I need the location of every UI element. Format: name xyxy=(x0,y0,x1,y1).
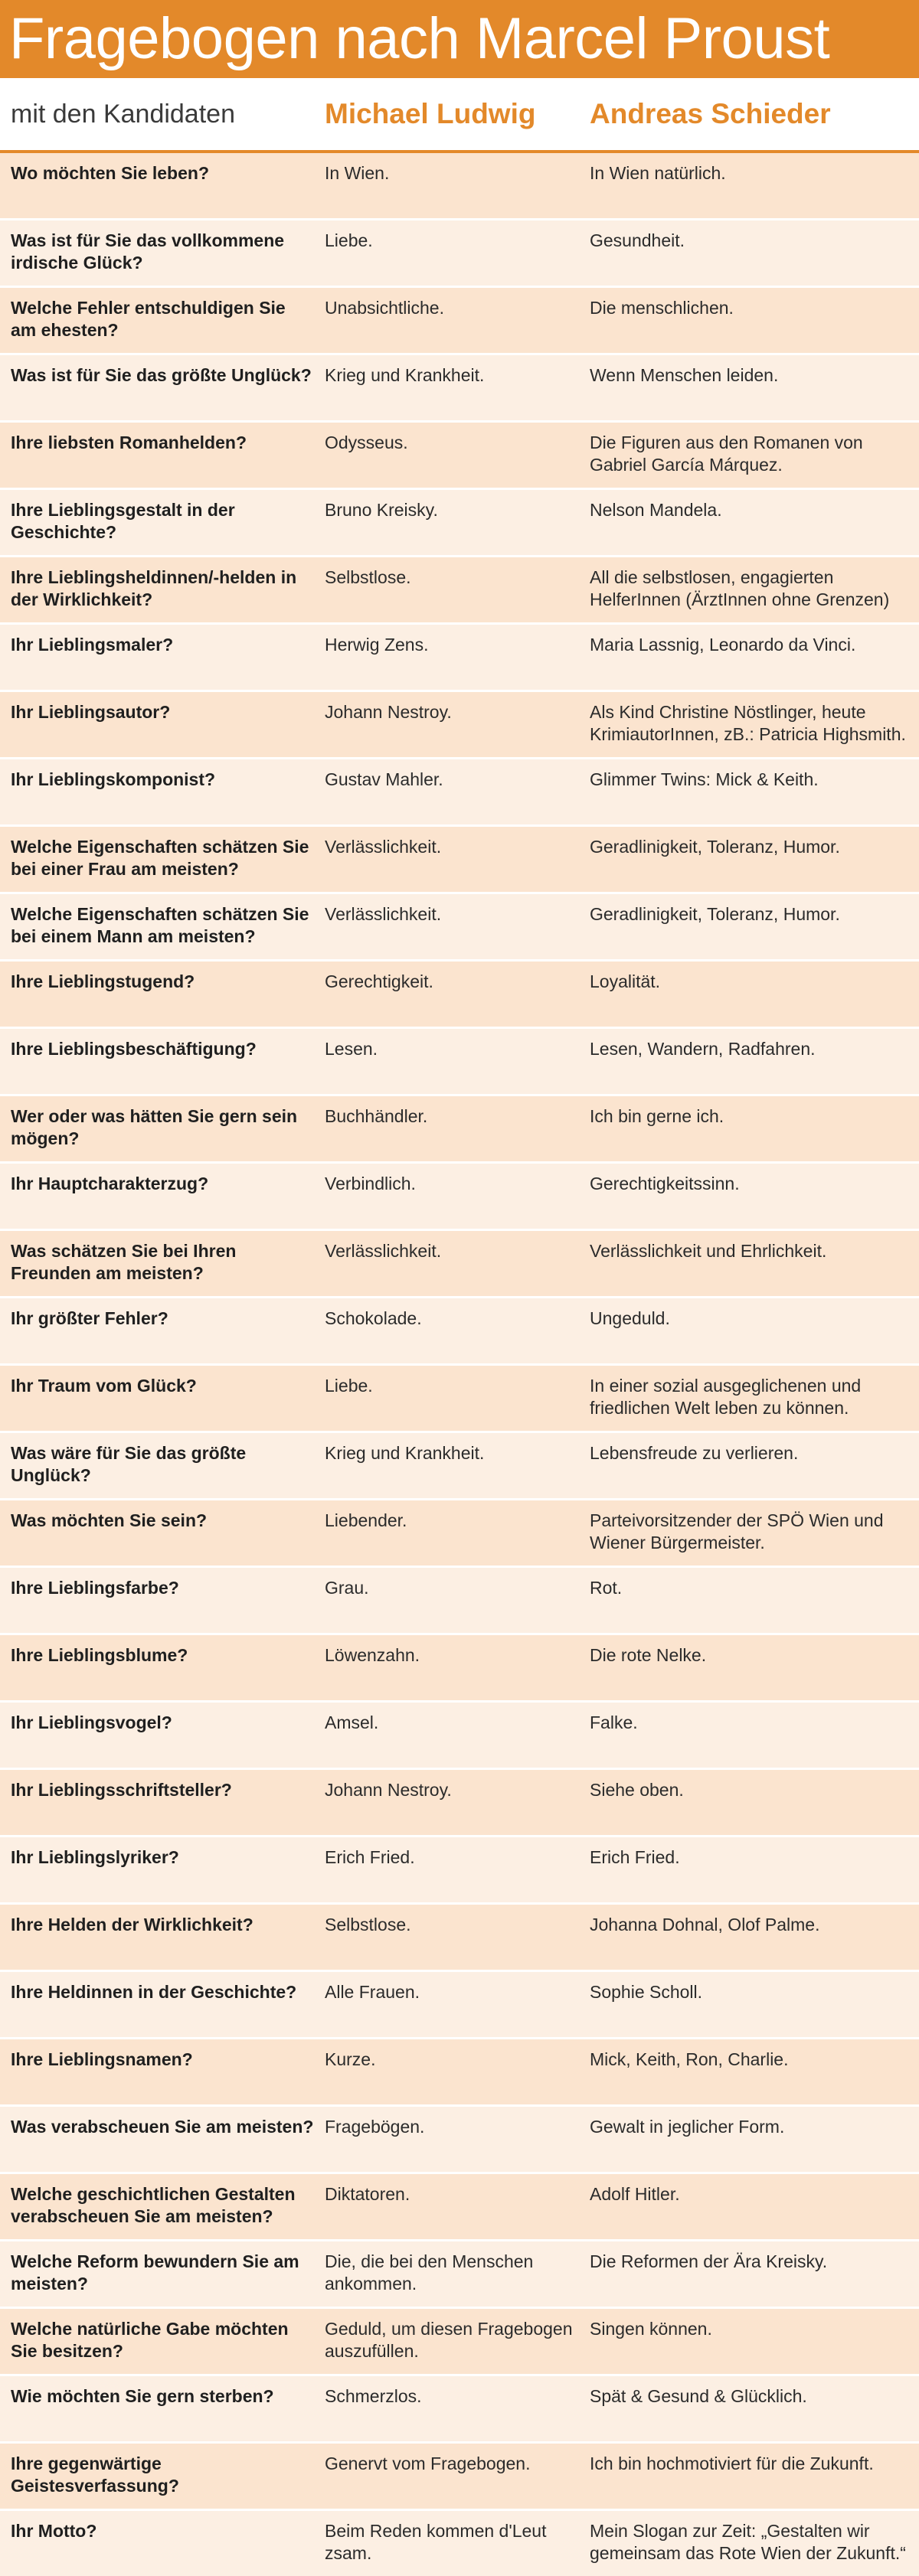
answer-candidate-1: Lesen. xyxy=(325,1039,378,1059)
answer-candidate-1: Verlässlichkeit. xyxy=(325,1241,442,1261)
answer-candidate-1: Gustav Mahler. xyxy=(325,769,443,789)
question-cell: Ihr Lieblingsvogel? xyxy=(11,1712,172,1732)
answer-candidate-1: Liebe. xyxy=(325,230,373,250)
table-row xyxy=(0,1500,919,1568)
table-row xyxy=(0,1635,919,1703)
question-cell: Ihre Lieblingsblume? xyxy=(11,1645,188,1665)
table-row xyxy=(0,1905,919,1972)
question-cell: Ihre Heldinnen in der Geschichte? xyxy=(11,1982,297,2002)
question-cell: Welche Eigenschaften schätzen Sie bei einer Frau am meisten? xyxy=(11,837,309,879)
answer-candidate-2: Sophie Scholl. xyxy=(590,1982,703,2002)
questionnaire-table xyxy=(0,153,919,2576)
question-cell: Was schätzen Sie bei Ihren Freunden am meisten? xyxy=(11,1241,237,1283)
table-row xyxy=(0,2444,919,2511)
question-cell: Wer oder was hätten Sie gern sein mögen? xyxy=(11,1106,298,1148)
answer-candidate-2: Rot. xyxy=(590,1578,623,1598)
answer-candidate-1: Schokolade. xyxy=(325,1308,422,1328)
question-cell: Was verabscheuen Sie am meisten? xyxy=(11,2117,314,2137)
table-row xyxy=(0,1972,919,2039)
question-cell: Ihr Traum vom Glück? xyxy=(11,1376,197,1396)
table-row xyxy=(0,1164,919,1231)
answer-candidate-2: Maria Lassnig, Leonardo da Vinci. xyxy=(590,635,856,655)
answer-candidate-2: Die rote Nelke. xyxy=(590,1645,707,1665)
answer-candidate-1: Kurze. xyxy=(325,2049,376,2069)
answer-candidate-1: Liebender. xyxy=(325,1510,407,1530)
table-row xyxy=(0,827,919,894)
answer-candidate-1: Genervt vom Fragebogen. xyxy=(325,2454,531,2473)
answer-candidate-2: Loyalität. xyxy=(590,971,661,991)
answer-candidate-2: Glimmer Twins: Mick & Keith. xyxy=(590,769,819,789)
question-cell: Was wäre für Sie das größte Unglück? xyxy=(11,1443,247,1485)
answer-candidate-2: Gesundheit. xyxy=(590,230,685,250)
table-row xyxy=(0,1703,919,1770)
answer-candidate-2: Ich bin hochmotiviert für die Zukunft. xyxy=(590,2454,874,2473)
answer-candidate-1: In Wien. xyxy=(325,163,390,183)
table-row xyxy=(0,759,919,827)
answer-candidate-2: Adolf Hitler. xyxy=(590,2184,680,2204)
table-row xyxy=(0,692,919,759)
answer-candidate-2: Ich bin gerne ich. xyxy=(590,1106,724,1126)
table-row xyxy=(0,1770,919,1837)
answer-candidate-1: Geduld, um diesen Fragebogen auszufüllen. xyxy=(325,2319,573,2361)
answer-candidate-2: Nelson Mandela. xyxy=(590,500,722,520)
table-row xyxy=(0,1096,919,1164)
question-cell: Was ist für Sie das größte Unglück? xyxy=(11,365,312,385)
table-row xyxy=(0,1837,919,1905)
answer-candidate-2: Geradlinigkeit, Toleranz, Humor. xyxy=(590,904,840,924)
table-row xyxy=(0,1568,919,1635)
answer-candidate-2: In Wien natürlich. xyxy=(590,163,726,183)
page-title: Fragebogen nach Marcel Proust xyxy=(0,0,919,78)
table-row xyxy=(0,2107,919,2174)
table-row xyxy=(0,2511,919,2576)
answer-candidate-1: Liebe. xyxy=(325,1376,373,1396)
table-header xyxy=(0,78,919,153)
answer-candidate-1: Fragebögen. xyxy=(325,2117,425,2137)
table-row xyxy=(0,2309,919,2376)
table-row xyxy=(0,2174,919,2241)
table-row xyxy=(0,894,919,962)
question-cell: Welche natürliche Gabe möchten Sie besitzen? xyxy=(11,2319,289,2361)
table-row xyxy=(0,1433,919,1500)
answer-candidate-1: Grau. xyxy=(325,1578,369,1598)
answer-candidate-2: Mick, Keith, Ron, Charlie. xyxy=(590,2049,789,2069)
table-row xyxy=(0,1366,919,1433)
question-cell: Ihr Hauptcharakterzug? xyxy=(11,1174,209,1193)
table-row xyxy=(0,962,919,1029)
question-cell: Ihre Lieblingsnamen? xyxy=(11,2049,193,2069)
question-cell: Ihr größter Fehler? xyxy=(11,1308,168,1328)
table-row xyxy=(0,557,919,625)
table-row xyxy=(0,1029,919,1096)
answer-candidate-1: Selbstlose. xyxy=(325,1915,411,1934)
table-row xyxy=(0,490,919,557)
table-row xyxy=(0,2376,919,2444)
answer-candidate-2: Verlässlichkeit und Ehrlichkeit. xyxy=(590,1241,827,1261)
table-row xyxy=(0,288,919,355)
answer-candidate-2: Lesen, Wandern, Radfahren. xyxy=(590,1039,816,1059)
question-cell: Ihre gegenwärtige Geistesverfassung? xyxy=(11,2454,179,2496)
question-cell: Wo möchten Sie leben? xyxy=(11,163,209,183)
answer-candidate-1: Krieg und Krankheit. xyxy=(325,365,485,385)
question-cell: Welche Fehler entschuldigen Sie am ehesten? xyxy=(11,298,286,340)
answer-candidate-2: Johanna Dohnal, Olof Palme. xyxy=(590,1915,820,1934)
answer-candidate-2: Ungeduld. xyxy=(590,1308,670,1328)
question-cell: Ihr Motto? xyxy=(11,2521,97,2541)
question-cell: Ihre Lieblingsbeschäftigung? xyxy=(11,1039,257,1059)
answer-candidate-1: Die, die bei den Menschen ankommen. xyxy=(325,2251,534,2294)
answer-candidate-2: Gerechtigkeitssinn. xyxy=(590,1174,740,1193)
answer-candidate-1: Selbstlose. xyxy=(325,567,411,587)
question-cell: Ihr Lieblingsmaler? xyxy=(11,635,174,655)
answer-candidate-1: Verlässlichkeit. xyxy=(325,904,442,924)
answer-candidate-2: Wenn Menschen leiden. xyxy=(590,365,779,385)
question-cell: Ihre Lieblingsfarbe? xyxy=(11,1578,179,1598)
table-row xyxy=(0,625,919,692)
question-cell: Ihre Lieblingstugend? xyxy=(11,971,195,991)
answer-candidate-1: Beim Reden kommen d'Leut zsam. xyxy=(325,2521,547,2563)
table-row xyxy=(0,220,919,288)
question-cell: Was möchten Sie sein? xyxy=(11,1510,208,1530)
answer-candidate-1: Erich Fried. xyxy=(325,1847,415,1867)
answer-candidate-2: Spät & Gesund & Glücklich. xyxy=(590,2386,807,2406)
answer-candidate-1: Johann Nestroy. xyxy=(325,702,452,722)
table-row xyxy=(0,423,919,490)
answer-candidate-2: Lebensfreude zu verlieren. xyxy=(590,1443,799,1463)
answer-candidate-1: Herwig Zens. xyxy=(325,635,429,655)
answer-candidate-2: Gewalt in jeglicher Form. xyxy=(590,2117,785,2137)
question-cell: Welche geschichtlichen Gestalten verabscheuen Sie am meisten? xyxy=(11,2184,296,2226)
answer-candidate-1: Löwenzahn. xyxy=(325,1645,420,1665)
answer-candidate-2: All die selbstlosen, engagierten HelferInnen (ÄrztInnen ohne Grenzen) xyxy=(590,567,890,609)
answer-candidate-2: Die Reformen der Ära Kreisky. xyxy=(590,2251,828,2271)
answer-candidate-1: Bruno Kreisky. xyxy=(325,500,438,520)
answer-candidate-2: Singen können. xyxy=(590,2319,712,2339)
answer-candidate-2: Geradlinigkeit, Toleranz, Humor. xyxy=(590,837,840,857)
table-row xyxy=(0,153,919,220)
table-row xyxy=(0,1231,919,1298)
answer-candidate-1: Diktatoren. xyxy=(325,2184,410,2204)
answer-candidate-1: Gerechtigkeit. xyxy=(325,971,433,991)
answer-candidate-2: Mein Slogan zur Zeit: „Gestalten wir gemeinsam das Rote Wien der Zukunft.“ xyxy=(590,2521,906,2563)
answer-candidate-2: Als Kind Christine Nöstlinger, heute KrimiautorInnen, zB.: Patricia Highsmith. xyxy=(590,702,906,744)
question-cell: Ihre liebsten Romanhelden? xyxy=(11,433,247,452)
answer-candidate-1: Verlässlichkeit. xyxy=(325,837,442,857)
answer-candidate-1: Buchhändler. xyxy=(325,1106,428,1126)
question-cell: Welche Reform bewundern Sie am meisten? xyxy=(11,2251,299,2294)
question-cell: Ihre Helden der Wirklichkeit? xyxy=(11,1915,253,1934)
question-cell: Ihr Lieblingsschriftsteller? xyxy=(11,1780,232,1800)
question-cell: Ihre Lieblingsheldinnen/-helden in der Wirklichkeit? xyxy=(11,567,297,609)
candidate-1-name: Michael Ludwig xyxy=(325,98,536,129)
answer-candidate-1: Johann Nestroy. xyxy=(325,1780,452,1800)
candidate-2-name: Andreas Schieder xyxy=(590,98,831,129)
question-cell: Ihr Lieblingslyriker? xyxy=(11,1847,179,1867)
answer-candidate-2: Falke. xyxy=(590,1712,638,1732)
answer-candidate-1: Odysseus. xyxy=(325,433,408,452)
table-row xyxy=(0,2241,919,2309)
table-row xyxy=(0,1298,919,1366)
answer-candidate-2: Die Figuren aus den Romanen von Gabriel García Márquez. xyxy=(590,433,863,475)
question-cell: Ihr Lieblingskomponist? xyxy=(11,769,216,789)
answer-candidate-2: Parteivorsitzender der SPÖ Wien und Wiener Bürgermeister. xyxy=(590,1510,884,1552)
answer-candidate-2: Die menschlichen. xyxy=(590,298,734,318)
answer-candidate-1: Schmerzlos. xyxy=(325,2386,422,2406)
table-row xyxy=(0,355,919,423)
answer-candidate-1: Alle Frauen. xyxy=(325,1982,420,2002)
table-row xyxy=(0,2039,919,2107)
answer-candidate-1: Verbindlich. xyxy=(325,1174,416,1193)
header-label: mit den Kandidaten xyxy=(11,99,235,129)
question-cell: Ihre Lieblingsgestalt in der Geschichte? xyxy=(11,500,235,542)
question-cell: Was ist für Sie das vollkommene irdische Glück? xyxy=(11,230,285,273)
answer-candidate-1: Amsel. xyxy=(325,1712,379,1732)
answer-candidate-1: Unabsichtliche. xyxy=(325,298,444,318)
answer-candidate-2: Siehe oben. xyxy=(590,1780,684,1800)
answer-candidate-1: Krieg und Krankheit. xyxy=(325,1443,485,1463)
question-cell: Ihr Lieblingsautor? xyxy=(11,702,171,722)
question-cell: Welche Eigenschaften schätzen Sie bei einem Mann am meisten? xyxy=(11,904,309,946)
answer-candidate-2: Erich Fried. xyxy=(590,1847,680,1867)
answer-candidate-2: In einer sozial ausgeglichenen und friedlichen Welt leben zu können. xyxy=(590,1376,862,1418)
question-cell: Wie möchten Sie gern sterben? xyxy=(11,2386,274,2406)
